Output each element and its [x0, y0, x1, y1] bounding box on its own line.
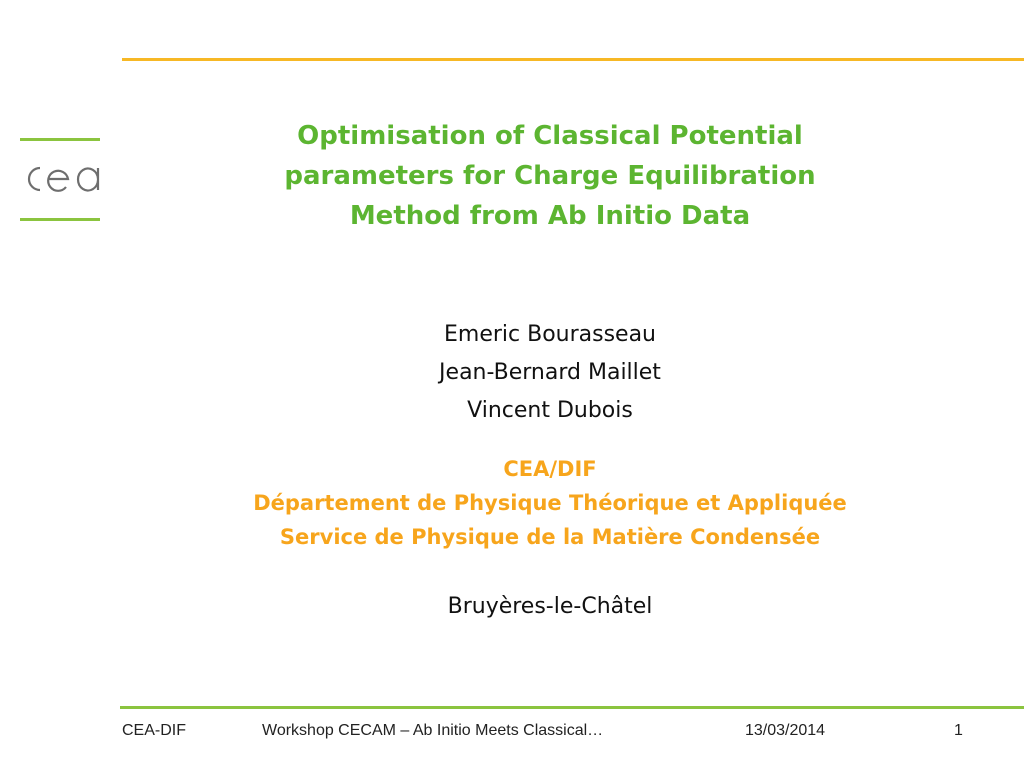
title-line: parameters for Charge Equilibration [284, 161, 816, 191]
cea-logo-icon [20, 160, 102, 200]
affiliation [160, 452, 940, 554]
cea-logo [20, 138, 102, 222]
affiliation-line: Département de Physique Théorique et Appliquée [253, 491, 847, 515]
footer-date: 13/03/2014 [745, 722, 826, 739]
author-list [300, 316, 800, 430]
footer-event: Workshop CECAM – Ab Initio Meets Classical… [262, 722, 604, 739]
author-name: Vincent Dubois [467, 398, 633, 423]
author-name: Jean-Bernard Maillet [439, 360, 661, 385]
logo-top-bar [20, 138, 100, 141]
top-rule [122, 58, 1024, 61]
affiliation-line: CEA/DIF [503, 457, 597, 481]
author-name: Emeric Bourasseau [443, 322, 657, 347]
bottom-rule [120, 706, 1024, 709]
footer-org: CEA-DIF [122, 722, 186, 739]
title-line: Optimisation of Classical Potential [297, 121, 803, 151]
location: Bruyères-le-Châtel [447, 594, 653, 619]
page-number: 1 [954, 722, 963, 739]
logo-bottom-bar [20, 218, 100, 221]
affiliation-line: Service de Physique de la Matière Condensée [279, 525, 821, 549]
slide-title [200, 116, 900, 236]
title-line: Method from Ab Initio Data [349, 201, 751, 231]
